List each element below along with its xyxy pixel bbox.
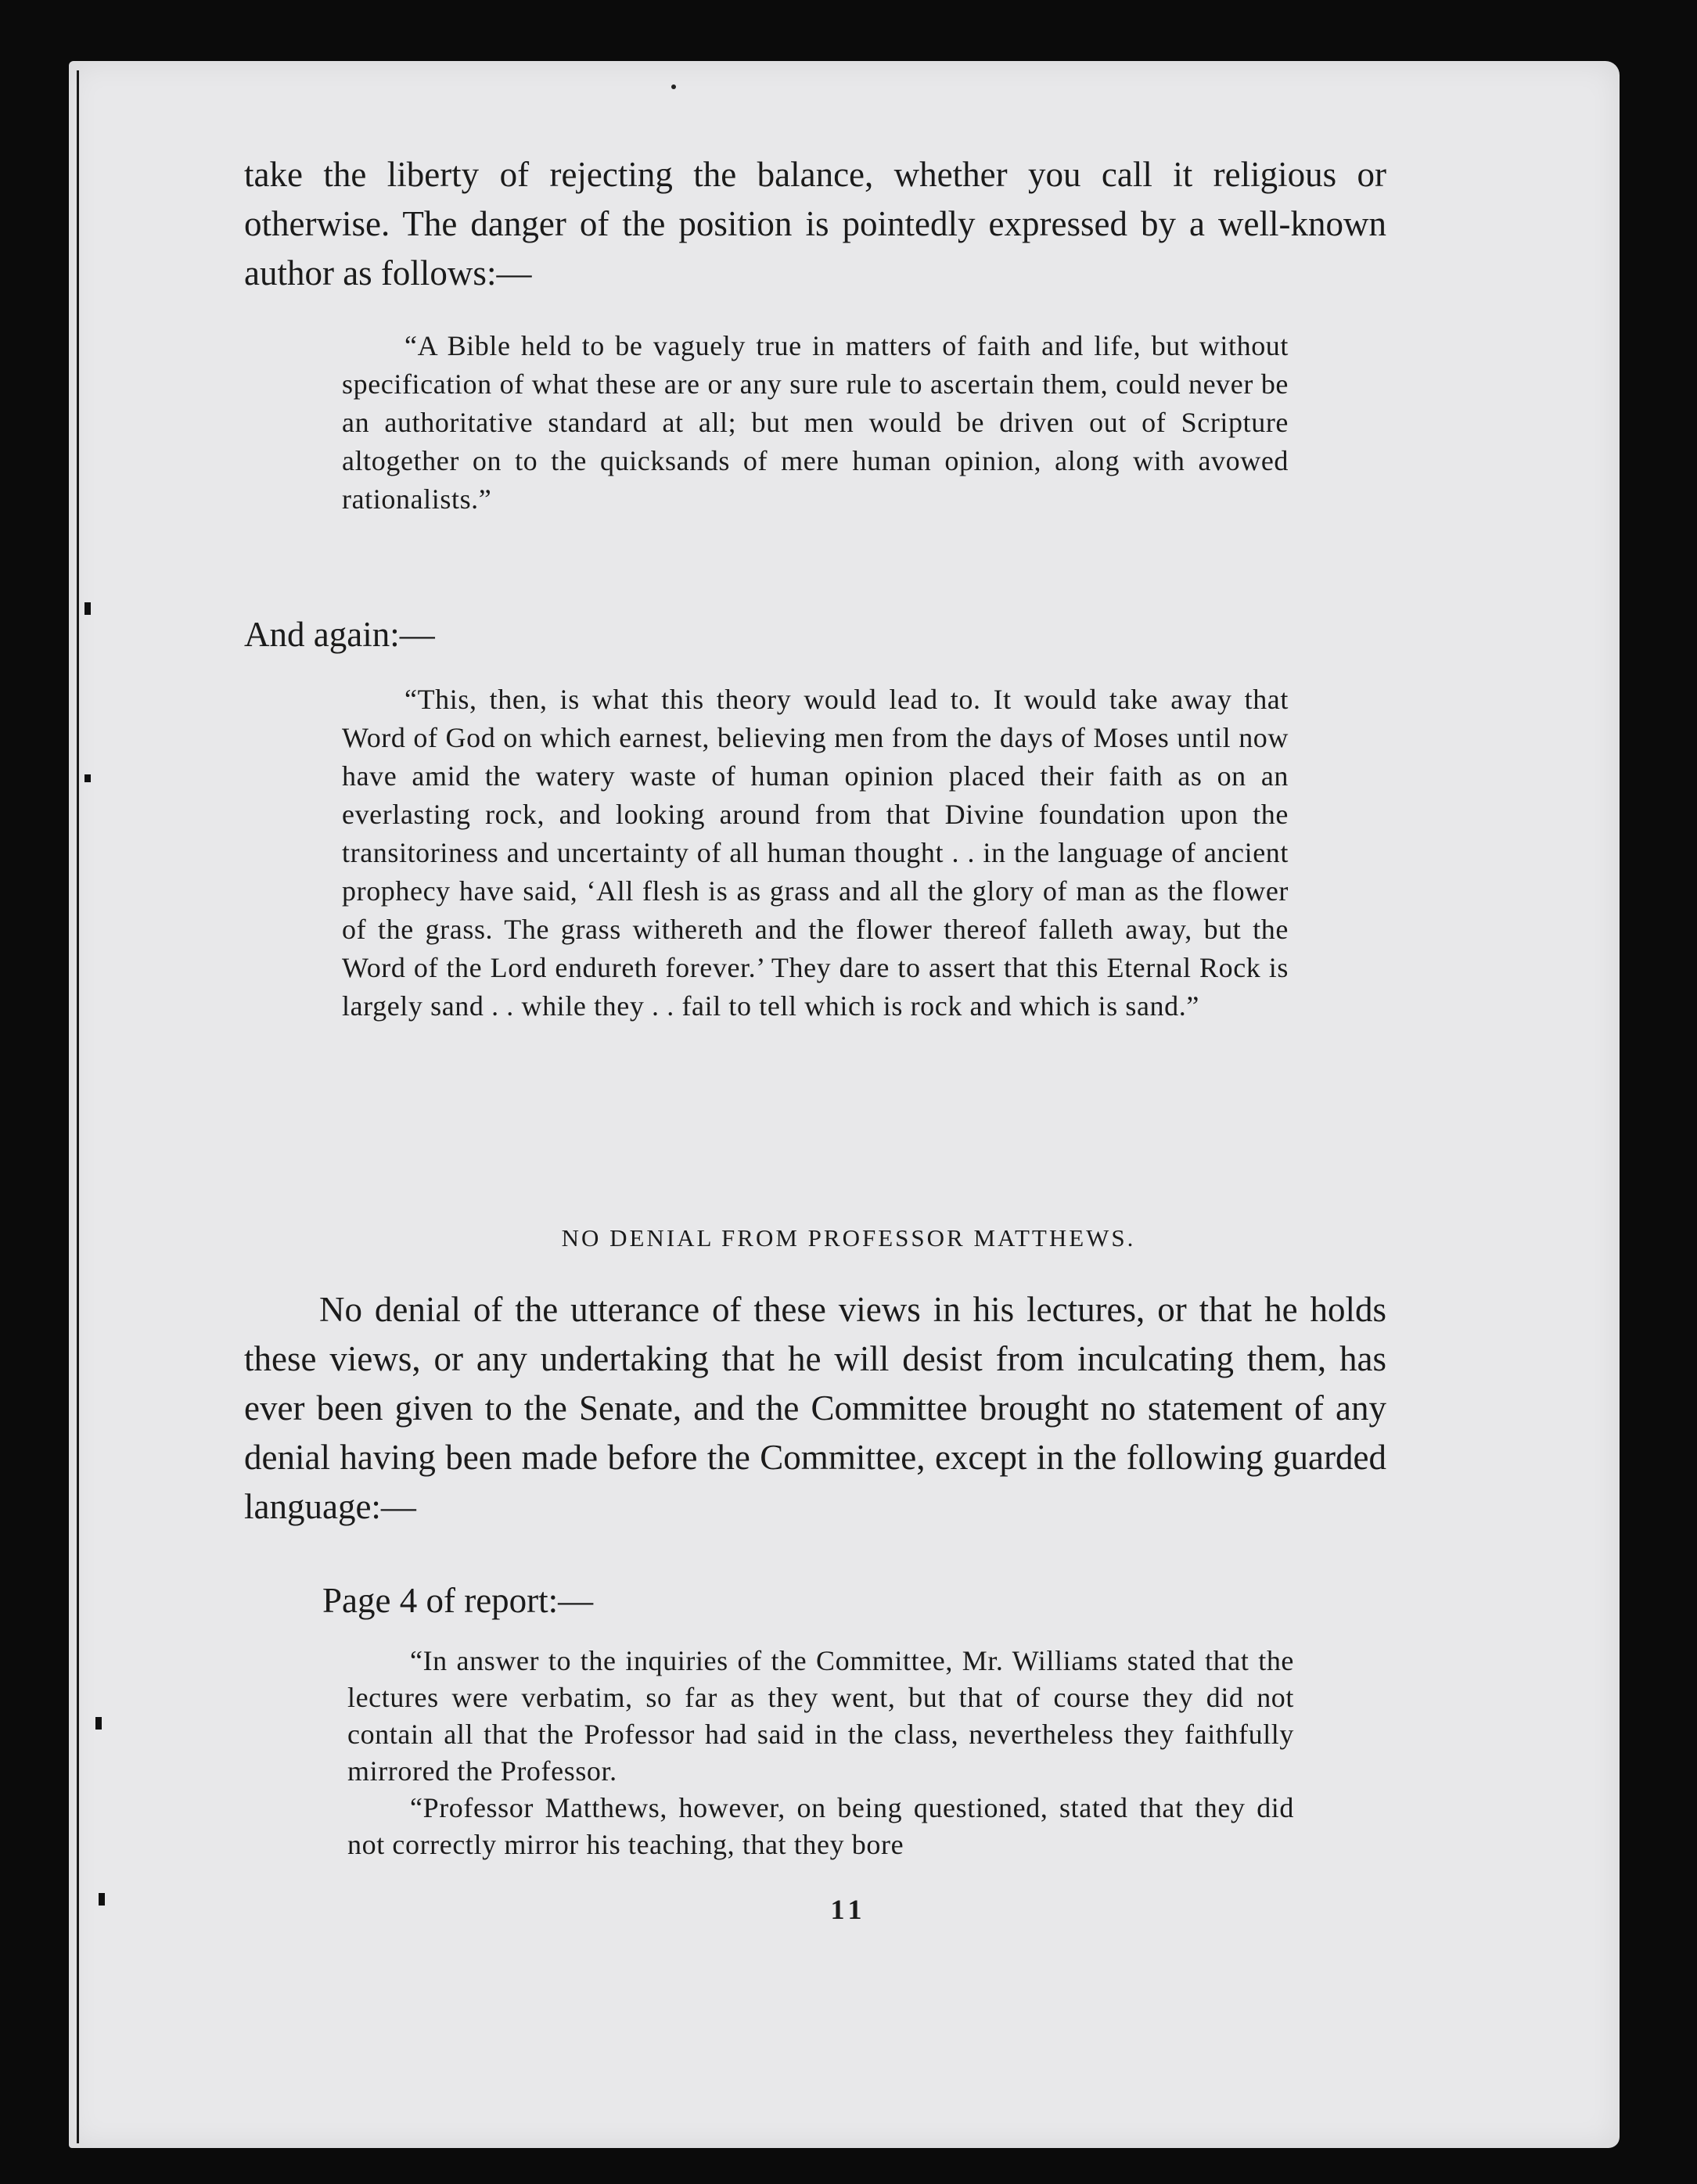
section-heading: NO DENIAL FROM PROFESSOR MATTHEWS.	[561, 1224, 1136, 1252]
block-quote-3-paragraph-2: “Professor Matthews, however, on being questioned, stated that they did not correctly mirror his teaching, that they bore	[347, 1792, 1294, 1860]
block-quote-2-text: “This, then, is what this theory would lead to. It would take away that Word of God on which earnest, believing men from the days of Moses until now have amid the watery waste of human opinion placed their faith as on an everlasting rock, and looking around from that Divine foundation upon the transitoriness and uncertainty of all human thought . . in the language of ancient prophecy have said, ‘All flesh is as grass and all the glory of man as the flower of the grass. The grass withereth and the flower thereof falleth away, but the Word of the Lord endureth forever.’ They dare to assert that this Eternal Rock is largely sand . . while they . . fail to tell which is rock and which is sand.”	[342, 684, 1289, 1022]
binding-edge	[77, 70, 79, 2143]
block-quote-3-paragraph-1: “In answer to the inquiries of the Committee, Mr. Williams stated that the lectures were verbatim, so far as they went, but that of course they did not contain all that the Professor had said in the class, nevertheless they faithfully mirrored the Professor.	[347, 1645, 1294, 1787]
block-quote-3	[347, 1643, 1294, 1863]
scan-speck	[671, 84, 676, 89]
block-quote-1-text: “A Bible held to be vaguely true in matters of faith and life, but without specification of what these are or any sure rule to ascertain them, could never be an authoritative standard at all; but men would be driven out of Scripture altogether on to the quicksands of mere human opinion, along with avowed rationalists.”	[342, 330, 1289, 515]
block-quote-1	[342, 327, 1289, 519]
paragraph-continuation: take the liberty of rejecting the balance, whether you call it religious or otherwise. The danger of the position is pointedly expressed by a well-known author as follows:—	[244, 155, 1386, 293]
and-again-label: And again:—	[244, 615, 435, 654]
page-reference: Page 4 of report:—	[322, 1581, 594, 1620]
page-number: 11	[830, 1894, 867, 1925]
binding-mark	[84, 774, 91, 782]
binding-mark	[84, 602, 91, 615]
paragraph-no-denial: No denial of the utterance of these views in his lectures, or that he holds these views, or any undertaking that he will desist from inculcating them, has ever been given to the Senate, and the Committee brought no statement of any denial having been made before the Committee, except in the following guarded language:—	[244, 1290, 1386, 1526]
binding-mark	[95, 1717, 102, 1730]
block-quote-2	[342, 681, 1289, 1026]
